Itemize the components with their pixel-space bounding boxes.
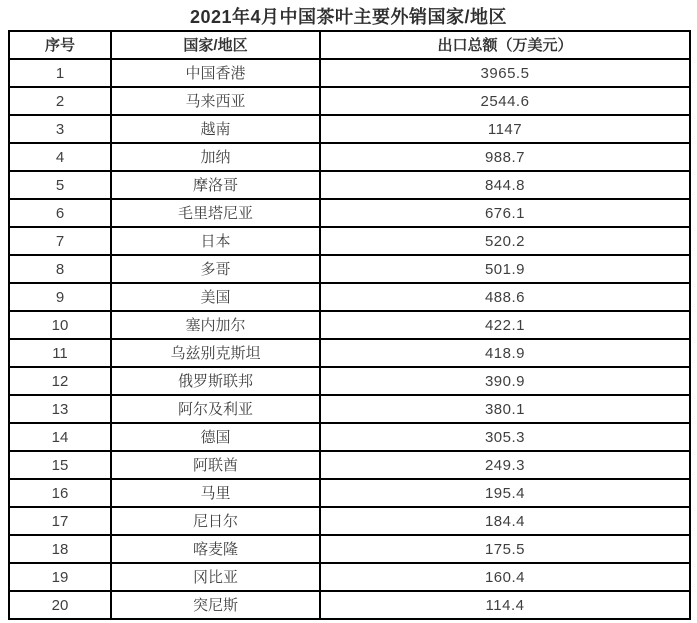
cell-country: 马里: [111, 479, 320, 507]
cell-country: 美国: [111, 283, 320, 311]
table-row: [9, 395, 690, 423]
table-row: [9, 227, 690, 255]
cell-country: 多哥: [111, 255, 320, 283]
table-row: [9, 507, 690, 535]
table-row: [9, 591, 690, 619]
cell-value: 175.5: [320, 535, 690, 563]
table-row: [9, 339, 690, 367]
cell-index: 1: [9, 59, 111, 87]
cell-value: 2544.6: [320, 87, 690, 115]
cell-index: 6: [9, 199, 111, 227]
table-row: [9, 199, 690, 227]
table-row: [9, 255, 690, 283]
export-data-table: [8, 30, 691, 620]
cell-index: 8: [9, 255, 111, 283]
cell-value: 184.4: [320, 507, 690, 535]
cell-value: 305.3: [320, 423, 690, 451]
cell-value: 988.7: [320, 143, 690, 171]
cell-index: 9: [9, 283, 111, 311]
cell-country: 摩洛哥: [111, 171, 320, 199]
cell-country: 越南: [111, 115, 320, 143]
col-header-export-total: 出口总额（万美元）: [320, 31, 690, 59]
cell-country: 突尼斯: [111, 591, 320, 619]
cell-index: 11: [9, 339, 111, 367]
table-body: [9, 59, 690, 619]
cell-country: 冈比亚: [111, 563, 320, 591]
table-row: [9, 311, 690, 339]
cell-value: 501.9: [320, 255, 690, 283]
table-row: [9, 59, 690, 87]
cell-index: 3: [9, 115, 111, 143]
cell-country: 日本: [111, 227, 320, 255]
cell-index: 12: [9, 367, 111, 395]
cell-value: 844.8: [320, 171, 690, 199]
cell-country: 加纳: [111, 143, 320, 171]
table-row: [9, 479, 690, 507]
table-row: [9, 451, 690, 479]
cell-country: 乌兹别克斯坦: [111, 339, 320, 367]
cell-index: 14: [9, 423, 111, 451]
cell-index: 2: [9, 87, 111, 115]
cell-value: 195.4: [320, 479, 690, 507]
cell-country: 俄罗斯联邦: [111, 367, 320, 395]
table-row: [9, 171, 690, 199]
cell-country: 毛里塔尼亚: [111, 199, 320, 227]
table-row: [9, 87, 690, 115]
cell-value: 249.3: [320, 451, 690, 479]
col-header-index: 序号: [9, 31, 111, 59]
table-row: [9, 535, 690, 563]
table-row: [9, 367, 690, 395]
cell-country: 中国香港: [111, 59, 320, 87]
cell-index: 13: [9, 395, 111, 423]
cell-value: 1147: [320, 115, 690, 143]
cell-index: 20: [9, 591, 111, 619]
page-title: 2021年4月中国茶叶主要外销国家/地区: [189, 7, 508, 27]
cell-value: 488.6: [320, 283, 690, 311]
cell-value: 380.1: [320, 395, 690, 423]
cell-value: 3965.5: [320, 59, 690, 87]
cell-country: 尼日尔: [111, 507, 320, 535]
cell-country: 塞内加尔: [111, 311, 320, 339]
cell-value: 114.4: [320, 591, 690, 619]
cell-value: 676.1: [320, 199, 690, 227]
cell-index: 4: [9, 143, 111, 171]
cell-index: 5: [9, 171, 111, 199]
table-row: [9, 115, 690, 143]
cell-index: 16: [9, 479, 111, 507]
cell-country: 喀麦隆: [111, 535, 320, 563]
table-row: [9, 563, 690, 591]
cell-country: 阿联酋: [111, 451, 320, 479]
cell-value: 418.9: [320, 339, 690, 367]
cell-index: 18: [9, 535, 111, 563]
cell-index: 17: [9, 507, 111, 535]
table-row: [9, 283, 690, 311]
col-header-country: 国家/地区: [111, 31, 320, 59]
table-header-row: [9, 31, 690, 59]
cell-value: 520.2: [320, 227, 690, 255]
cell-country: 德国: [111, 423, 320, 451]
cell-value: 160.4: [320, 563, 690, 591]
cell-country: 马来西亚: [111, 87, 320, 115]
cell-index: 15: [9, 451, 111, 479]
table-row: [9, 423, 690, 451]
table-row: [9, 143, 690, 171]
cell-index: 19: [9, 563, 111, 591]
cell-country: 阿尔及利亚: [111, 395, 320, 423]
cell-value: 390.9: [320, 367, 690, 395]
cell-index: 10: [9, 311, 111, 339]
cell-value: 422.1: [320, 311, 690, 339]
cell-index: 7: [9, 227, 111, 255]
